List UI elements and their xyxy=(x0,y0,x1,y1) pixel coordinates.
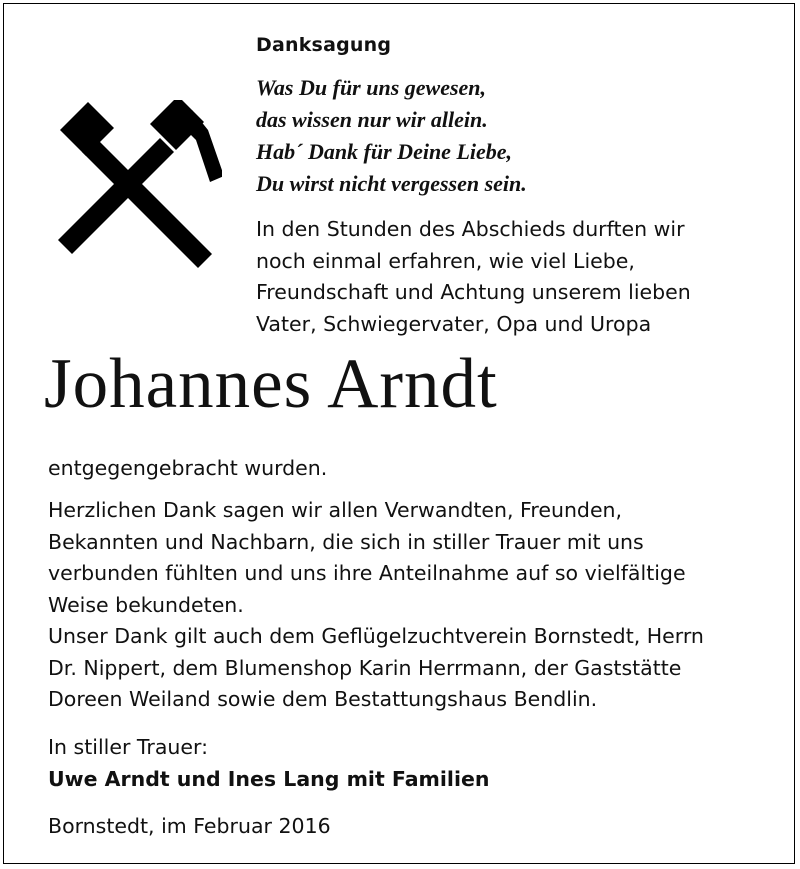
intro-line: noch einmal erfahren, wie viel Liebe, xyxy=(256,248,635,273)
mourning-label: In stiller Trauer: xyxy=(48,735,208,759)
signers: Uwe Arndt und Ines Lang mit Familien xyxy=(48,766,490,791)
intro-line: Vater, Schwiegervater, Opa und Uropa xyxy=(256,311,652,336)
intro-line: In den Stunden des Abschieds durften wir xyxy=(256,217,685,241)
after-name-line: entgegengebracht wurden. xyxy=(48,456,328,480)
place-date: Bornstedt, im Februar 2016 xyxy=(48,814,331,838)
crossed-hammers-icon xyxy=(52,100,222,280)
thanks-line: Dr. Nippert, dem Blumenshop Karin Herrmann, der Gaststätte xyxy=(48,655,682,680)
poem-line: Du wirst nicht vergessen sein. xyxy=(256,171,527,196)
mourners-block xyxy=(48,732,489,795)
thanks-line: Bekannten und Nachbarn, die sich in stiller Trauer mit uns xyxy=(48,529,644,554)
thanks-line: Doreen Weiland sowie dem Bestattungshaus Bendlin. xyxy=(48,687,598,711)
intro-line: Freundschaft und Achtung unserem lieben xyxy=(256,280,691,304)
thanks-line: verbunden fühlten und uns ihre Anteilnahme auf so vielfältige xyxy=(48,561,686,585)
intro-text xyxy=(256,214,691,340)
thanks-line: Herzlichen Dank sagen wir allen Verwandten, Freunden, xyxy=(48,498,623,522)
obituary-notice xyxy=(3,3,795,864)
thanks-line: Unser Dank gilt auch dem Geflügelzuchtverein Bornstedt, Herrn xyxy=(48,624,704,648)
poem-line: das wissen nur wir allein. xyxy=(256,107,488,132)
poem xyxy=(256,72,527,200)
after-name-text xyxy=(48,453,327,485)
poem-line: Was Du für uns gewesen, xyxy=(256,75,487,100)
deceased-name: Johannes Arndt xyxy=(44,345,498,423)
poem-line: Hab´ Dank für Deine Liebe, xyxy=(256,139,513,164)
thanks-line: Weise bekundeten. xyxy=(48,592,244,617)
thanks-text xyxy=(48,495,704,716)
notice-heading: Danksagung xyxy=(256,34,392,56)
